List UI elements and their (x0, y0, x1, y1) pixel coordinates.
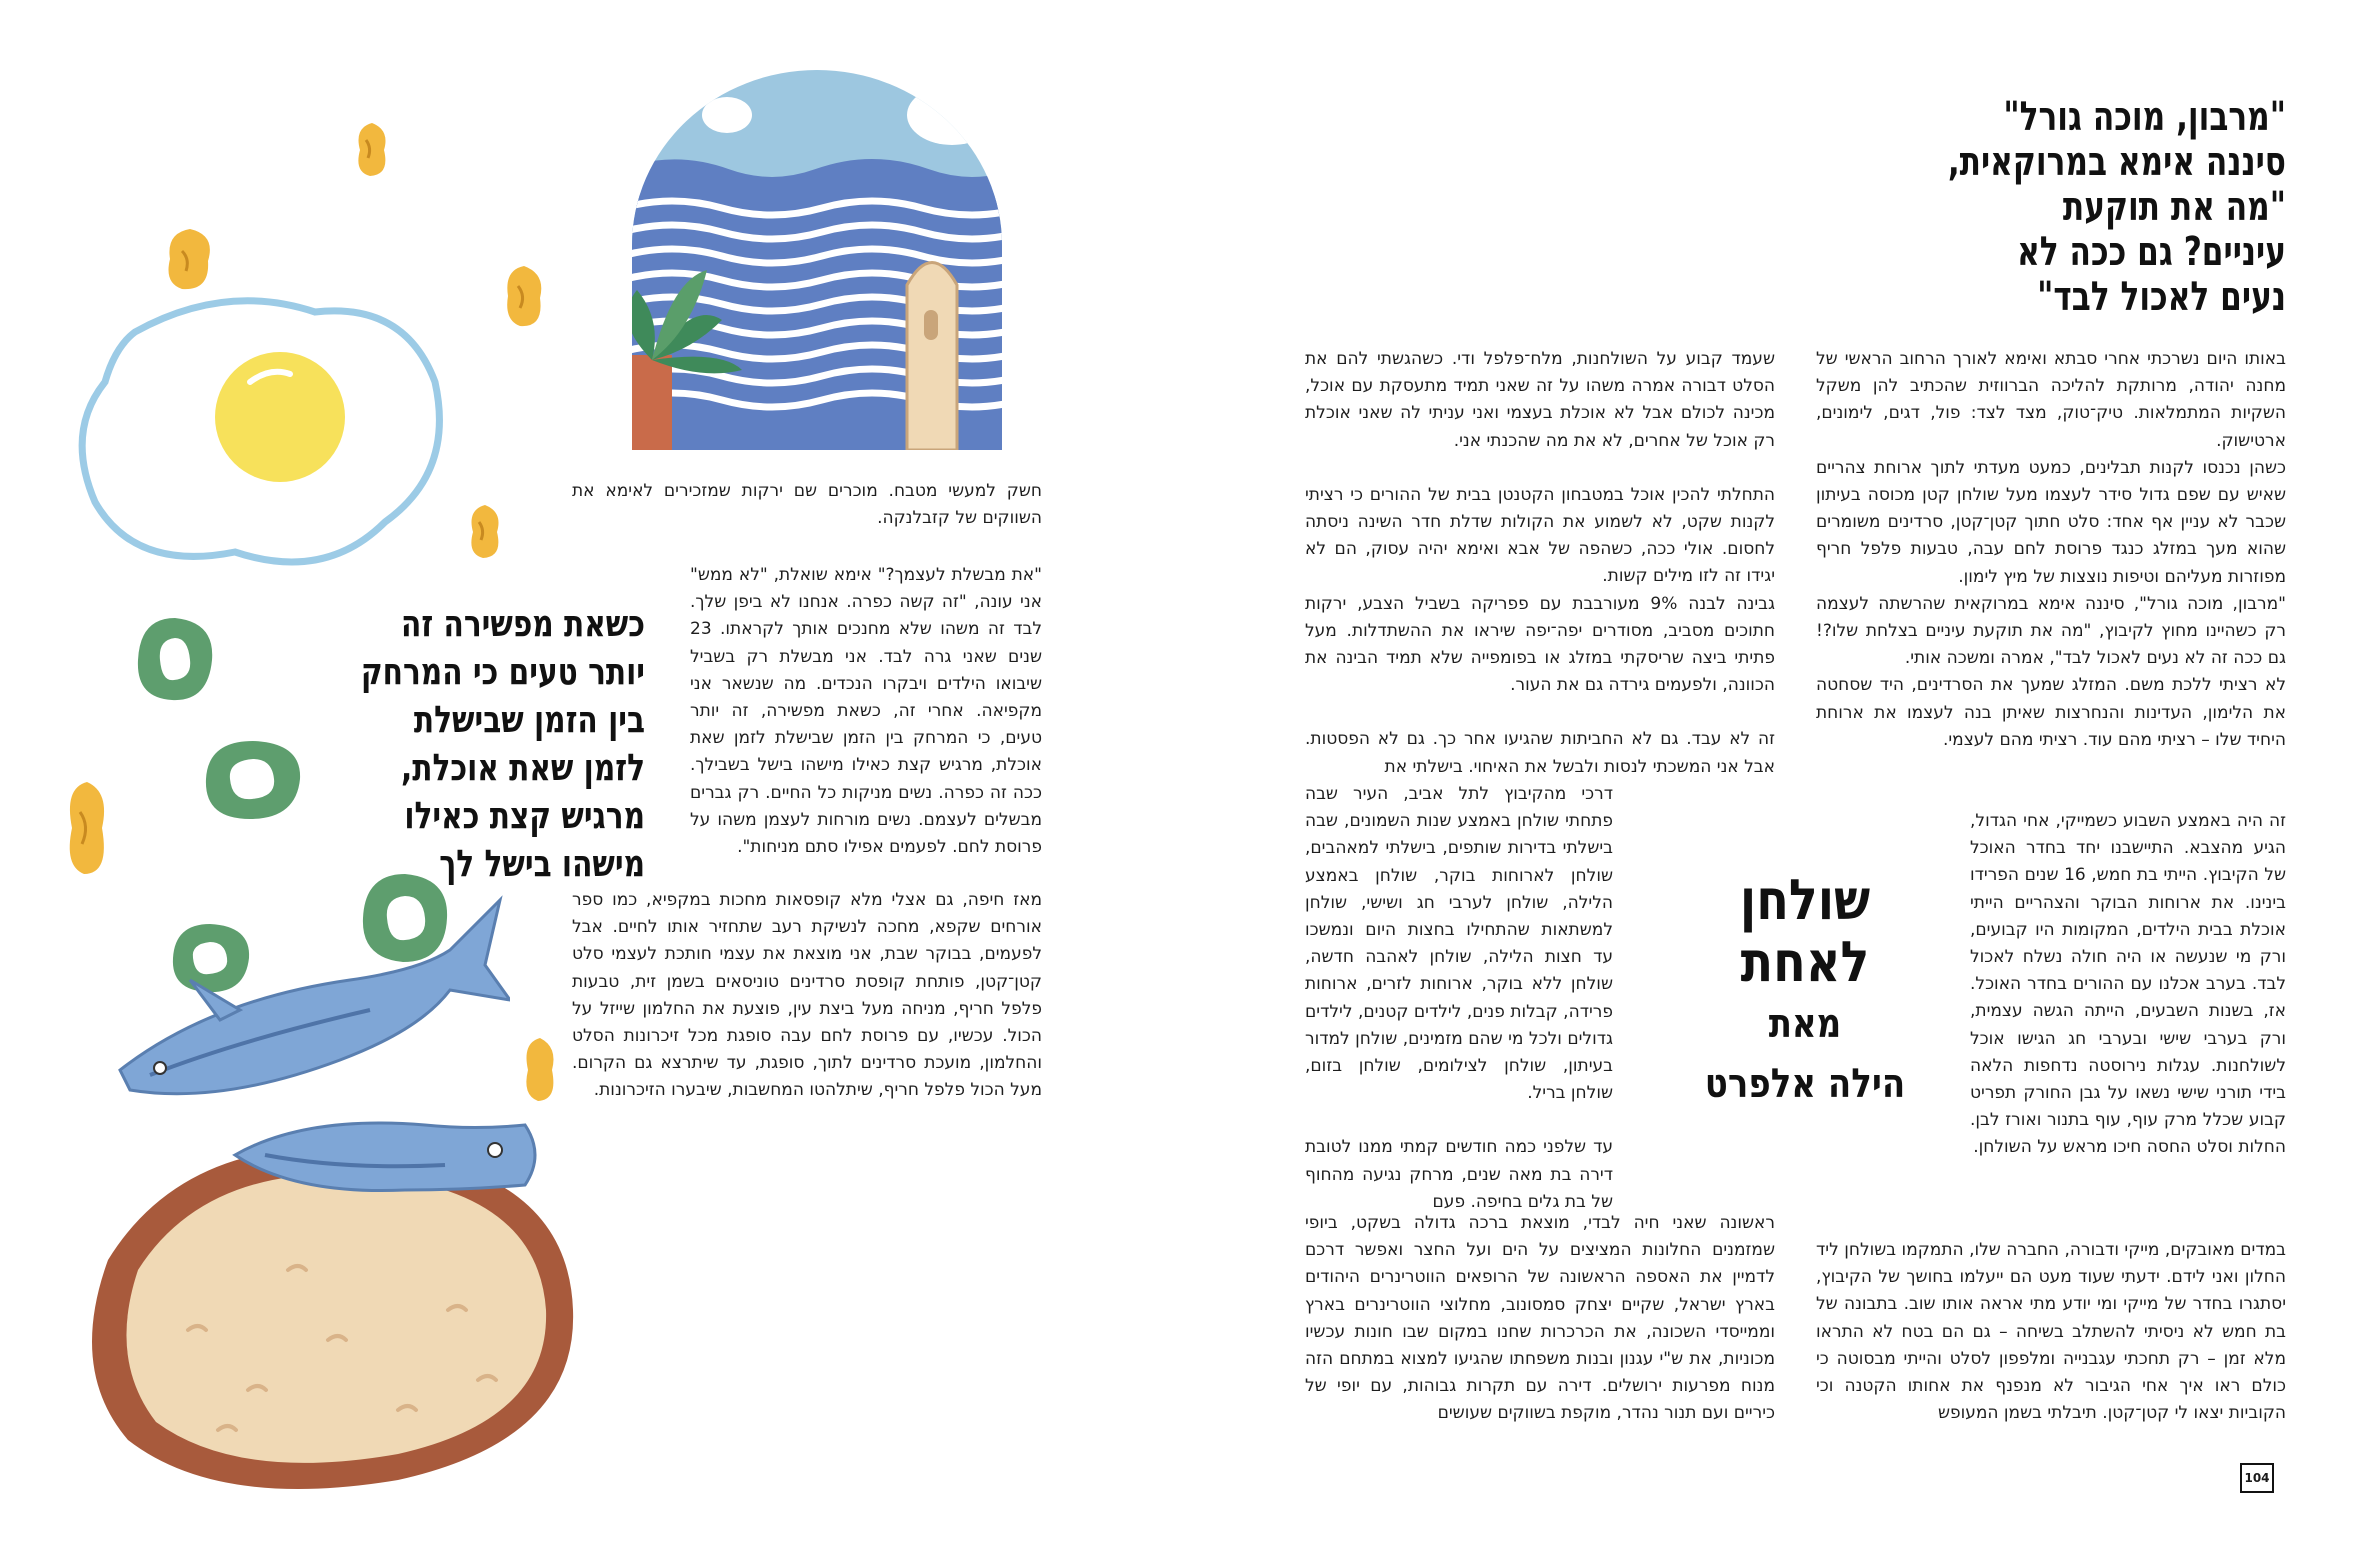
paragraph: מאז חיפה, גם אצלי מלא קופסאות מחכות במקפיא, כמו ספר אורחים שקפא, מחכה לנשיקת רעב שתחזיר אותו לחיים. אבל לפעמים, בבוקר שבת, אני מוצאת את עצמי חותכת לעצמי סלט קטן־קטן, פותחת קופסת סרדינים טוניסאים בשמן זית, טבעות פלפל חריף, מניחה מעל ביצת עין, פוצעת את החלמון שייזל על הכול. עכשיו, עם פרוסת לחם עבה סופגת מכל זיכרונות הסלט והחלמון, מועכת סרדינים לתוך, סופגת, עד שיתרצא גם הקרום. מעל הכול פלפל חריף, שיתלהטו המחשבות, שיבערו הזיכרונות. (572, 890, 1042, 1101)
right-column-bottom (1816, 1237, 2286, 1427)
sardine-illustration (90, 890, 510, 1130)
paragraph: דרכי מהקיבוץ לתל אביב, העיר שבה פתחתי שולחן באמצע שנות השמונים, שבה בישלתי בדירות שותפים, בישלתי למאהבים, שולחן לארוחות בוקר, שולחן באמצע הלילה, שולחן לערבי חג ושישי, שולחן למשתאות שהתחילו בחצות היום ונמשכו עד חצות הלילה, שולחן לאהבה חדשה, שולחן ללא בוקר, ארוחות לזרים, ארוחות פרידה, קבלות פנים, לילדים קטנים, לילדים גדולים ולכל מי שהם מזמינים, שולחן למדור בעיתון, שולחן לצילומים, שולחן בזום, שולחן בריל. (1305, 784, 1613, 1104)
left-column-top (572, 478, 1042, 532)
paragraph: עד שלפני כמה חודשים קמתי ממנו לטובת דירה בת מאה שנים, מרחק נגיעה מהחוף של בת גלים בחיפה. פעם (1305, 1137, 1613, 1212)
paragraph: גבינה לבנה 9% מעורבבת עם פפריקה בשביל הצבע, ירקות חתוכים מסביב, מסודרים יפה־יפה שיראו את ההשתדלות. מעל פתיתי ביצה שריסקתי במזלג או בפומפייה שלא תמיד הבינה את הכוונה, ולפעמים גירדה גם את העור. (1305, 593, 1775, 696)
page-number: 104 (2240, 1463, 2274, 1493)
title-line: שולחן (1739, 868, 1871, 933)
left-column-quote-area (690, 562, 1042, 861)
right-column-lower (1970, 808, 2286, 1162)
sea-window-illustration (632, 70, 1002, 450)
left-column-bottom (572, 887, 1042, 1105)
paragraph: זה לא עבד. גם לא החביתות שהגיעו אחר כך. גם לא הפסטות. אבל אני המשכתי לנסות ולבשל את האיחוי. בישלתי את (1305, 729, 1775, 777)
pull-quote-line: מרגיש קצת כאילו (404, 794, 645, 837)
fried-egg-illustration (75, 292, 455, 582)
paragraph: זה היה באמצע השבוע כשמייקי, אחי הגדול, הגיע מהצבא. התיישבנו יחד בחדר האוכל של הקיבוץ. הייתי בת חמש, 16 שנים הפרידו בינינו. את ארוחות הבוקר והצהריים הייתי אוכלת בבית הילדים, המקומות היו קבועים, ורק מי שנעשה או היה חולה נשלח לאכול לבד. בערב אכלנו עם ההורים בחדר האוכל. אז, בשנות השבעים, הייתה הגשה עצמית, ורק בערבי שישי ובערבי חג הגישו אוכל לשולחנות. עגלות נירוסטה נדחפות הלאה בידי תורני שישי נשאו על גבן החורק תפריט קבוע שכלל מרק עוף, עוף בתנור ואורז לבן. החלות וסלט החסה חיכו מראש על השולחן. (1970, 811, 2286, 1158)
headline-line: "מה את תוקעת (2062, 184, 2286, 230)
pull-quote (309, 600, 645, 888)
pull-quote-line: מישהו בישל לך (439, 842, 645, 885)
bean-icon (62, 778, 112, 878)
headline-line: עיניים? גם ככה לא (2017, 229, 2286, 275)
headline-line: נעים לאכול לבד" (2037, 274, 2286, 320)
paragraph: כשהן נכנסו לקנות תבלינים, כמעט מעדתי לתוך ארוחת צהריים שאיש עם שפם גדול סידר לעצמו מעל שולחן קטן מכוסה בעיתון שכבר לא עניין אף אחד: סלט חתוך קטן־קטן, סרדינים משומרים שהוא מעך במזלג כנגד פרוסת לחם עבה, טבעות פלפל חריף מפוזרות מעליהם וטיפות נוצצות של מיץ לימון. (1816, 457, 2286, 587)
byline-prefix: מאת (1768, 1001, 1842, 1047)
paragraph: "מרבון, מוכה גורל", סיננה אימא במרוקאית שהרשתה לעצמה רק כשהיינו מחוץ לקיבוץ, "מה את תוקעת עיניים בצלחת שלו?! גם ככה זה לא נעים לאכול לבד", אמרה ומשכה אותי. (1816, 593, 2286, 669)
sardine-illustration (225, 1095, 545, 1215)
pull-quote-line: לזמן שאת אוכלת, (400, 746, 645, 789)
paragraph: חשק למעשי מטבח. מוכרים שם ירקות שמזכירים לאימא את השווקים של קזבלנקה. (572, 481, 1042, 529)
middle-column-top (1305, 346, 1775, 781)
bean-icon (500, 262, 548, 332)
middle-column-narrow (1305, 781, 1613, 1216)
headline-line: "מרבון, מוכה גורל" (2003, 94, 2286, 140)
bean-icon (352, 120, 392, 180)
paragraph: באותו היום נשרכתי אחרי סבתא ואימא לאורך הרחוב הראשי של מחנה יהודה, מרותקת להליכה הברווזית שהכתיב להן משקל השקיות המתמלאות. טיק־טוק, מצד לצד: פול, דגים, לימונים, ארטישוק. (1816, 349, 2286, 451)
headline (1849, 95, 2286, 320)
paragraph: ראשונה שאני חיה לבדי, מוצאת ברכה גדולה בשקט, ביופי שמזמנים החלונות המציצים על הים ועל החצר ואפשר דרכם לדמיין את האספה הראשונה של הרופאים הווטרינרים היהודים בארץ ישראל, שקיים יצחק סמסונוב, מחלוצי הווטרינרים בארץ וממייסדי השכונה, את הכרכרות שחנו במקום שבו חונות עכשיו מכוניות, את ש"י עגנון ובנות משפחתו שהגיעו למצוא במתחם הזה מנוח מפרעות ירושלים. דירה עם תקרות גבוהות, עם יופי של כיריים ועם תנור נהדר, מוקפת בשווקים שעושים (1305, 1213, 1775, 1424)
bean-icon (160, 225, 220, 295)
pull-quote-line: בין הזמן שבישלת (413, 698, 645, 741)
paragraph: במדים מאובקים, מייקי ודבורה, החברה שלו, התמקמו בשולחן ליד החלון ואני לידם. ידעתי שעוד מעט הם ייעלמו בחושך של הקיבוץ, יסתגרו בחדר של מייקי ומי יודע מתי אראה אותו שוב. בתבונה של בת חמש לא ניסיתי להשתלב בשיחה – גם הם בטח לא התראו מלא זמן – רק תחכתי עגבנייה ומלפפון לסלט והייתי מבסוטה כי כולם ראו איך אחי הגיבור לא מנפנף את אחותו הקטנה וכי הקוביות יצאו לי קטן־קטן. תיבלתי בשמן המעופש (1816, 1240, 2286, 1424)
right-column-upper (1816, 346, 2286, 754)
middle-column-bottom (1305, 1210, 1775, 1428)
article-title (1665, 870, 1945, 1114)
pull-quote-line: יותר טעים כי המרחק (360, 650, 645, 693)
paragraph: שעמד קבוע על השולחנות, מלח־פלפל ודי. כשהגשתי להם את הסלט דבורה אמרה משהו על זה שאני תמיד מתעסקת עם אוכל, מכינה לכולם אבל לא אוכלת בעצמי ואני עניתי לה שאני אוכלת רק אוכל של אחרים, לא את מה שהכנתי אני. (1305, 349, 1775, 451)
paragraph: לא רציתי ללכת משם. המזלג שמעך את הסרדינים, היד שסחטה את הלימון, העדינות והנחרצות שאיתן בנה לעצמו את ארוחת היחיד שלו – רציתי מהם עוד. רציתי מהם לעצמי. (1816, 675, 2286, 750)
title-line: לאחת (1740, 930, 1870, 995)
pepper-ring-icon (130, 612, 220, 707)
pepper-ring-icon (198, 735, 308, 825)
headline-line: סיננה אימא במרוקאית, (1947, 139, 2286, 185)
bean-icon (465, 502, 505, 562)
paragraph: התחלתי להכין אוכל במטבחון הקטנטן בבית של ההורים כי רציתי לקנות שקט, לא לשמוע את הקולות שדלת חדר השינה ניסתה לחסום. אולי ככה, כשהפה של אבא ואימא יהיה עסוק, הם לא יגידו זה לזו מילים קשות. (1305, 484, 1775, 587)
pull-quote-line: כשאת מפשירה זה (401, 602, 645, 645)
paragraph: "את מבשלת לעצמך?" אימא שואלת, "לא ממש" אני עונה, "זה קשה כפרה. אנחנו לא ביפן שלך. לבד זה משהו שלא מחנכים אותך לקראתו. 23 שנים שאני גרה לבד. אני מבשלת רק בשביל שיבואו הילדים ויבקרו הנכדים. מה שנשאר אני מקפיאה. אחרי זה, כשאת מפשירה, זה יותר טעים, כי המרחק בין הזמן שבישלת לזמן שאת אוכלת, מרגיש קצת כאילו מישהו בישל בשבילך. ככה זה כפרה. נשים מניקות כל החיים. רק גברים מבשלים לעצמם. נשים מורחות לעצמן משהו על פרוסת לחם. לפעמים אפילו סתם מניחות". (690, 565, 1042, 858)
author-name: הילה אלפרט (1704, 1061, 1906, 1107)
